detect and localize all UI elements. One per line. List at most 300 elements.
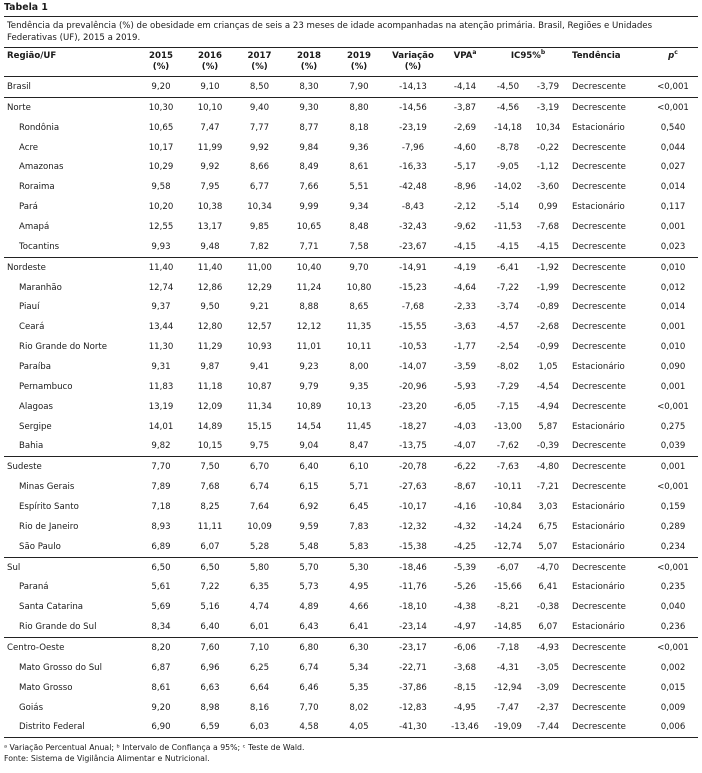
cell-v2015: 12,74 xyxy=(148,282,174,293)
cell-tendencia: Estacionário xyxy=(572,521,625,532)
cell-v2017: 15,15 xyxy=(247,421,272,432)
cell-ic-low: -7,15 xyxy=(496,401,520,412)
cell-name: Rondônia xyxy=(19,122,60,133)
cell-v2016: 14,89 xyxy=(197,421,223,432)
cell-ic-high: -7,68 xyxy=(536,221,560,232)
cell-p: 0,236 xyxy=(660,622,686,633)
cell-vpa: -4,15 xyxy=(453,241,477,252)
table-row xyxy=(4,177,698,197)
header-ic95: IC95%$^b$ xyxy=(488,48,568,77)
cell-ic-high: -7,21 xyxy=(536,482,560,493)
cell-name: Santa Catarina xyxy=(19,602,84,613)
cell-v2015: 6,90 xyxy=(137,718,185,738)
cell-p: 0,040 xyxy=(660,602,686,613)
cell-v2017: 6,03 xyxy=(235,718,284,738)
cell-ic-low: -8,78 xyxy=(496,142,520,153)
cell-variacao: -15,38 xyxy=(399,541,427,552)
cell-ic-high: 6,41 xyxy=(538,582,558,593)
cell-v2018: 8,49 xyxy=(299,162,319,173)
cell-v2019: 10,13 xyxy=(346,401,372,412)
cell-ic-high: 6,07 xyxy=(538,622,558,633)
cell-v2015: 5,61 xyxy=(151,582,171,593)
cell-v2018: 6,80 xyxy=(284,638,334,658)
cell-vpa: -3,59 xyxy=(453,361,477,372)
cell-vpa: -4,19 xyxy=(442,257,488,277)
cell-v2019: 5,35 xyxy=(349,682,369,693)
cell-vpa: -5,39 xyxy=(442,557,488,577)
cell-v2018: 9,99 xyxy=(299,202,319,213)
cell-vpa: -3,87 xyxy=(442,97,488,117)
cell-vpa: -13,46 xyxy=(442,718,488,738)
cell-tendencia: Estacionário xyxy=(572,421,625,432)
cell-v2018: 11,24 xyxy=(296,282,322,293)
cell-ic-high: -4,93 xyxy=(528,638,568,658)
cell-v2016: 12,09 xyxy=(197,401,223,412)
cell-vpa: -4,38 xyxy=(453,602,477,613)
cell-tendencia: Decrescente xyxy=(572,241,626,252)
table-row xyxy=(4,678,698,698)
cell-ic-high: -1,12 xyxy=(536,162,560,173)
cell-v2018: 10,40 xyxy=(284,257,334,277)
cell-tendencia: Decrescente xyxy=(572,142,626,153)
cell-vpa: -1,77 xyxy=(453,342,477,353)
cell-variacao: -14,13 xyxy=(399,81,427,92)
cell-name: Norte xyxy=(4,97,137,117)
cell-v2015: 9,20 xyxy=(151,81,171,92)
cell-variacao: -10,53 xyxy=(399,342,427,353)
cell-variacao: -10,17 xyxy=(399,501,427,512)
header-regiao: Região/UF xyxy=(4,48,137,77)
cell-v2017: 7,77 xyxy=(249,122,270,133)
cell-p: 0,044 xyxy=(660,142,686,153)
cell-v2016: 8,25 xyxy=(200,501,220,512)
cell-tendencia: Estacionário xyxy=(572,501,625,512)
table-row xyxy=(4,257,698,277)
cell-v2015: 11,40 xyxy=(137,257,185,277)
cell-v2019: 8,02 xyxy=(349,702,369,713)
cell-v2015: 14,01 xyxy=(148,421,174,432)
table-row xyxy=(4,138,698,158)
cell-v2016: 12,80 xyxy=(197,322,223,333)
cell-tendencia: Decrescente xyxy=(572,282,626,293)
cell-name: Tocantins xyxy=(19,241,60,252)
cell-v2017: 7,10 xyxy=(235,638,284,658)
cell-tendencia: Decrescente xyxy=(572,482,626,493)
cell-v2017: 12,29 xyxy=(247,282,272,293)
table-row xyxy=(4,337,698,357)
table-row xyxy=(4,377,698,397)
cell-ic-low: -3,74 xyxy=(496,302,520,313)
cell-v2017: 7,82 xyxy=(249,241,270,252)
cell-tendencia: Decrescente xyxy=(572,322,626,333)
cell-ic-high: -3,19 xyxy=(528,97,568,117)
cell-v2019: 5,71 xyxy=(349,482,369,493)
cell-name: Mato Grosso do Sul xyxy=(19,662,102,673)
cell-ic-high: 6,75 xyxy=(538,521,558,532)
cell-variacao: -18,46 xyxy=(384,557,442,577)
cell-p: 0,001 xyxy=(660,221,686,232)
cell-tendencia: Decrescente xyxy=(572,182,626,193)
cell-ic-low: -9,05 xyxy=(496,162,520,173)
cell-ic-low: -13,00 xyxy=(494,421,522,432)
cell-v2016: 10,38 xyxy=(197,202,223,213)
cell-v2016: 5,16 xyxy=(200,602,220,613)
table-row xyxy=(4,97,698,117)
table-row xyxy=(4,278,698,298)
cell-variacao: -8,43 xyxy=(401,202,425,213)
cell-ic-high: -3,79 xyxy=(536,81,560,92)
cell-v2019: 7,90 xyxy=(349,81,369,92)
cell-p: <0,001 xyxy=(657,482,689,493)
cell-v2018: 8,77 xyxy=(299,122,319,133)
cell-v2016: 7,60 xyxy=(185,638,235,658)
cell-tendencia: Decrescente xyxy=(568,457,648,477)
cell-v2019: 5,51 xyxy=(349,182,369,193)
cell-variacao: -23,67 xyxy=(399,241,427,252)
cell-v2017: 6,25 xyxy=(249,662,270,673)
cell-ic-low: -15,66 xyxy=(494,582,522,593)
cell-p: 0,009 xyxy=(660,702,686,713)
cell-tendencia: Estacionário xyxy=(572,582,625,593)
cell-p: 0,540 xyxy=(660,122,686,133)
cell-name: Pernambuco xyxy=(19,381,73,392)
cell-ic-high: -4,94 xyxy=(536,401,560,412)
cell-name: Sergipe xyxy=(19,421,52,432)
cell-v2018: 7,71 xyxy=(299,241,319,252)
cell-v2019: 6,41 xyxy=(349,622,369,633)
cell-v2015: 8,34 xyxy=(151,622,171,633)
cell-v2016: 6,07 xyxy=(200,541,220,552)
cell-v2017: 11,00 xyxy=(235,257,284,277)
cell-variacao: -7,96 xyxy=(401,142,425,153)
header-2018: 2018 (%) xyxy=(284,48,334,77)
cell-name: Alagoas xyxy=(19,401,53,412)
cell-v2016: 11,18 xyxy=(197,381,223,392)
cell-ic-low: -5,14 xyxy=(496,202,520,213)
cell-ic-low: -19,09 xyxy=(488,718,528,738)
cell-v2019: 4,05 xyxy=(334,718,384,738)
table-row xyxy=(4,557,698,577)
cell-ic-low: -14,02 xyxy=(494,182,522,193)
cell-v2017: 9,85 xyxy=(249,221,270,232)
cell-ic-low: -4,50 xyxy=(496,81,520,92)
cell-vpa: -2,12 xyxy=(453,202,477,213)
cell-v2017: 6,35 xyxy=(249,582,270,593)
cell-ic-high: -0,38 xyxy=(536,602,560,613)
cell-v2016: 8,98 xyxy=(200,702,220,713)
cell-v2018: 9,30 xyxy=(284,97,334,117)
cell-v2016: 6,59 xyxy=(185,718,235,738)
cell-v2016: 13,17 xyxy=(197,221,223,232)
cell-vpa: -8,15 xyxy=(453,682,477,693)
cell-v2016: 11,11 xyxy=(197,521,223,532)
cell-p: 0,015 xyxy=(660,682,686,693)
cell-ic-low: -4,31 xyxy=(496,662,520,673)
cell-v2019: 9,70 xyxy=(334,257,384,277)
table-row xyxy=(4,718,698,738)
cell-v2015: 13,44 xyxy=(148,322,174,333)
cell-ic-low: -14,18 xyxy=(494,122,522,133)
cell-name: Roraima xyxy=(19,182,55,193)
cell-v2017: 6,64 xyxy=(249,682,270,693)
table-row xyxy=(4,457,698,477)
cell-ic-high: -2,68 xyxy=(536,322,560,333)
cell-v2015: 6,87 xyxy=(151,662,171,673)
cell-v2015: 6,89 xyxy=(151,541,171,552)
table-row xyxy=(4,517,698,537)
cell-vpa: -4,60 xyxy=(453,142,477,153)
cell-tendencia: Decrescente xyxy=(572,401,626,412)
cell-p: <0,001 xyxy=(657,401,689,412)
cell-v2017: 12,57 xyxy=(247,322,272,333)
cell-vpa: -6,05 xyxy=(453,401,477,412)
cell-ic-low: -6,41 xyxy=(488,257,528,277)
cell-v2017: 6,74 xyxy=(249,482,270,493)
cell-name: Minas Gerais xyxy=(19,482,75,493)
cell-v2017: 6,70 xyxy=(235,457,284,477)
cell-v2015: 9,82 xyxy=(151,441,171,452)
cell-v2017: 11,34 xyxy=(247,401,272,412)
cell-v2019: 10,80 xyxy=(346,282,372,293)
cell-v2015: 7,70 xyxy=(137,457,185,477)
footnote-source: Fonte: Sistema de Vigilância Alimentar e Nutricional. xyxy=(4,754,210,764)
cell-v2019: 7,58 xyxy=(349,241,369,252)
cell-v2018: 10,89 xyxy=(296,401,322,412)
cell-vpa: -4,64 xyxy=(453,282,477,293)
cell-name: São Paulo xyxy=(19,541,61,552)
cell-vpa: -2,69 xyxy=(453,122,477,133)
cell-v2016: 7,95 xyxy=(200,182,220,193)
cell-name: Ceará xyxy=(19,322,45,333)
cell-p: 0,001 xyxy=(660,381,686,392)
cell-name: Piauí xyxy=(19,302,40,313)
cell-v2015: 9,31 xyxy=(151,361,171,372)
cell-ic-high: -4,80 xyxy=(528,457,568,477)
cell-variacao: -11,76 xyxy=(399,582,427,593)
cell-v2018: 4,89 xyxy=(299,602,319,613)
cell-v2015: 10,30 xyxy=(137,97,185,117)
cell-p: 0,001 xyxy=(660,322,686,333)
cell-variacao: -27,63 xyxy=(399,482,427,493)
cell-v2019: 10,11 xyxy=(346,342,372,353)
cell-tendencia: Decrescente xyxy=(572,702,626,713)
cell-name: Centro-Oeste xyxy=(4,638,137,658)
cell-variacao: -20,78 xyxy=(384,457,442,477)
cell-name: Paraná xyxy=(19,582,49,593)
cell-name: Rio Grande do Norte xyxy=(19,342,108,353)
cell-v2019: 9,34 xyxy=(349,202,369,213)
cell-variacao: -23,17 xyxy=(384,638,442,658)
table-row xyxy=(4,638,698,658)
cell-v2019: 8,65 xyxy=(349,302,369,313)
cell-vpa: -8,67 xyxy=(453,482,477,493)
table-row xyxy=(4,617,698,637)
header-variacao: Variação (%) xyxy=(384,48,442,77)
cell-tendencia: Decrescente xyxy=(572,221,626,232)
cell-ic-high: -1,92 xyxy=(528,257,568,277)
cell-v2017: 10,93 xyxy=(247,342,272,353)
cell-p: 0,023 xyxy=(660,241,686,252)
cell-v2019: 6,10 xyxy=(334,457,384,477)
header-2015: 2015 (%) xyxy=(137,48,185,77)
cell-vpa: -5,17 xyxy=(453,162,477,173)
cell-ic-high: 5,87 xyxy=(538,421,558,432)
cell-ic-low: -4,15 xyxy=(496,241,520,252)
cell-v2015: 13,19 xyxy=(148,401,174,412)
cell-v2018: 5,70 xyxy=(284,557,334,577)
cell-name: Nordeste xyxy=(4,257,137,277)
header-row xyxy=(4,48,698,77)
cell-name: Distrito Federal xyxy=(4,718,137,738)
cell-ic-high: -4,70 xyxy=(528,557,568,577)
cell-ic-low: -2,54 xyxy=(496,342,520,353)
table-row xyxy=(4,397,698,417)
cell-ic-high: -0,22 xyxy=(536,142,560,153)
cell-p: 0,275 xyxy=(660,421,686,432)
cell-v2015: 9,20 xyxy=(151,702,171,713)
cell-name: Mato Grosso xyxy=(19,682,73,693)
cell-tendencia: Estacionário xyxy=(572,541,625,552)
cell-v2018: 9,79 xyxy=(299,381,319,392)
cell-v2019: 8,47 xyxy=(349,441,369,452)
cell-p: 0,117 xyxy=(660,202,686,213)
cell-v2019: 11,45 xyxy=(346,421,372,432)
cell-v2018: 6,74 xyxy=(299,662,319,673)
cell-v2017: 8,16 xyxy=(249,702,270,713)
cell-v2018: 7,70 xyxy=(299,702,319,713)
cell-variacao: -18,27 xyxy=(399,421,427,432)
cell-vpa: -4,97 xyxy=(453,622,477,633)
cell-ic-low: -4,57 xyxy=(496,322,520,333)
cell-variacao: -16,33 xyxy=(399,162,427,173)
header-2017: 2017 (%) xyxy=(235,48,284,77)
cell-v2016: 6,63 xyxy=(200,682,220,693)
cell-vpa: -5,93 xyxy=(453,381,477,392)
cell-variacao: -41,30 xyxy=(384,718,442,738)
header-p: $p^c$ xyxy=(648,48,698,77)
cell-v2018: 14,54 xyxy=(296,421,322,432)
cell-p: 0,010 xyxy=(648,257,698,277)
cell-p: 0,235 xyxy=(660,582,686,593)
cell-vpa: -8,96 xyxy=(453,182,477,193)
cell-v2018: 6,15 xyxy=(299,482,319,493)
table-row xyxy=(4,436,698,456)
cell-ic-low: -12,94 xyxy=(494,682,522,693)
cell-ic-low: -4,56 xyxy=(488,97,528,117)
cell-v2017: 6,77 xyxy=(249,182,270,193)
cell-ic-high: -1,99 xyxy=(536,282,560,293)
cell-p: 0,014 xyxy=(660,182,686,193)
cell-variacao: -14,91 xyxy=(384,257,442,277)
cell-v2017: 8,66 xyxy=(249,162,270,173)
table-row xyxy=(4,237,698,257)
cell-v2018: 12,12 xyxy=(296,322,322,333)
cell-v2016: 6,40 xyxy=(200,622,220,633)
cell-v2017: 10,09 xyxy=(247,521,272,532)
cell-v2019: 8,80 xyxy=(334,97,384,117)
cell-ic-low: -14,85 xyxy=(494,622,522,633)
cell-tendencia: Decrescente xyxy=(568,718,648,738)
cell-p: 0,014 xyxy=(660,302,686,313)
cell-v2015: 6,50 xyxy=(137,557,185,577)
cell-vpa: -3,68 xyxy=(453,662,477,673)
cell-v2018: 6,46 xyxy=(299,682,319,693)
cell-vpa: -6,22 xyxy=(442,457,488,477)
cell-variacao: -22,71 xyxy=(399,662,427,673)
table-row xyxy=(4,357,698,377)
cell-tendencia: Decrescente xyxy=(572,302,626,313)
cell-p: <0,001 xyxy=(648,97,698,117)
cell-ic-low: -8,02 xyxy=(496,361,520,372)
cell-p: 0,039 xyxy=(660,441,686,452)
cell-ic-low: -7,29 xyxy=(496,381,520,392)
cell-v2017: 9,92 xyxy=(249,142,270,153)
cell-p: 0,001 xyxy=(648,457,698,477)
cell-variacao: -14,56 xyxy=(384,97,442,117)
cell-ic-low: -7,22 xyxy=(496,282,520,293)
cell-p: <0,001 xyxy=(648,557,698,577)
cell-v2019: 5,34 xyxy=(349,662,369,673)
cell-ic-high: -2,37 xyxy=(536,702,560,713)
prevalence-table xyxy=(4,48,698,738)
cell-v2017: 9,40 xyxy=(235,97,284,117)
cell-name: Goiás xyxy=(19,702,44,713)
cell-name: Pará xyxy=(19,202,38,213)
caption-box xyxy=(4,16,698,48)
table-row xyxy=(4,317,698,337)
header-2016: 2016 (%) xyxy=(185,48,235,77)
cell-v2019: 4,95 xyxy=(349,582,369,593)
cell-v2019: 9,36 xyxy=(349,142,369,153)
table-caption: Tendência da prevalência (%) de obesidade em crianças de seis a 23 meses de idade acompanhadas na atenção primária. Brasil, Regiões e Unidades Federativas (UF), 2015 a 2019. xyxy=(7,21,653,43)
cell-p: 0,027 xyxy=(660,162,686,173)
cell-vpa: -4,03 xyxy=(453,421,477,432)
cell-p: 0,006 xyxy=(648,718,698,738)
table-body xyxy=(4,77,698,738)
cell-variacao: -37,86 xyxy=(399,682,427,693)
cell-vpa: -2,33 xyxy=(453,302,477,313)
cell-v2016: 10,10 xyxy=(185,97,235,117)
cell-p: 0,159 xyxy=(660,501,686,512)
cell-v2018: 4,58 xyxy=(284,718,334,738)
cell-tendencia: Decrescente xyxy=(572,441,626,452)
cell-v2018: 7,66 xyxy=(299,182,319,193)
table-row xyxy=(4,698,698,718)
cell-ic-low: -7,18 xyxy=(488,638,528,658)
cell-v2015: 11,83 xyxy=(148,381,174,392)
cell-vpa: -5,26 xyxy=(453,582,477,593)
cell-ic-high: 5,07 xyxy=(538,541,558,552)
cell-v2015: 9,93 xyxy=(151,241,171,252)
cell-v2015: 7,89 xyxy=(151,482,171,493)
cell-v2018: 9,84 xyxy=(299,142,319,153)
cell-ic-high: -3,60 xyxy=(536,182,560,193)
cell-v2016: 7,50 xyxy=(185,457,235,477)
cell-variacao: -32,43 xyxy=(399,221,427,232)
cell-ic-high: -3,09 xyxy=(536,682,560,693)
cell-name: Maranhão xyxy=(19,282,62,293)
cell-name: Rio de Janeiro xyxy=(19,521,79,532)
cell-v2016: 11,29 xyxy=(197,342,223,353)
cell-tendencia: Decrescente xyxy=(572,682,626,693)
cell-tendencia: Estacionário xyxy=(572,622,625,633)
cell-vpa: -4,25 xyxy=(453,541,477,552)
cell-tendencia: Estacionário xyxy=(572,361,625,372)
cell-ic-low: -10,11 xyxy=(494,482,522,493)
cell-name: Espírito Santo xyxy=(19,501,79,512)
cell-name: Sudeste xyxy=(4,457,137,477)
cell-v2019: 6,30 xyxy=(334,638,384,658)
